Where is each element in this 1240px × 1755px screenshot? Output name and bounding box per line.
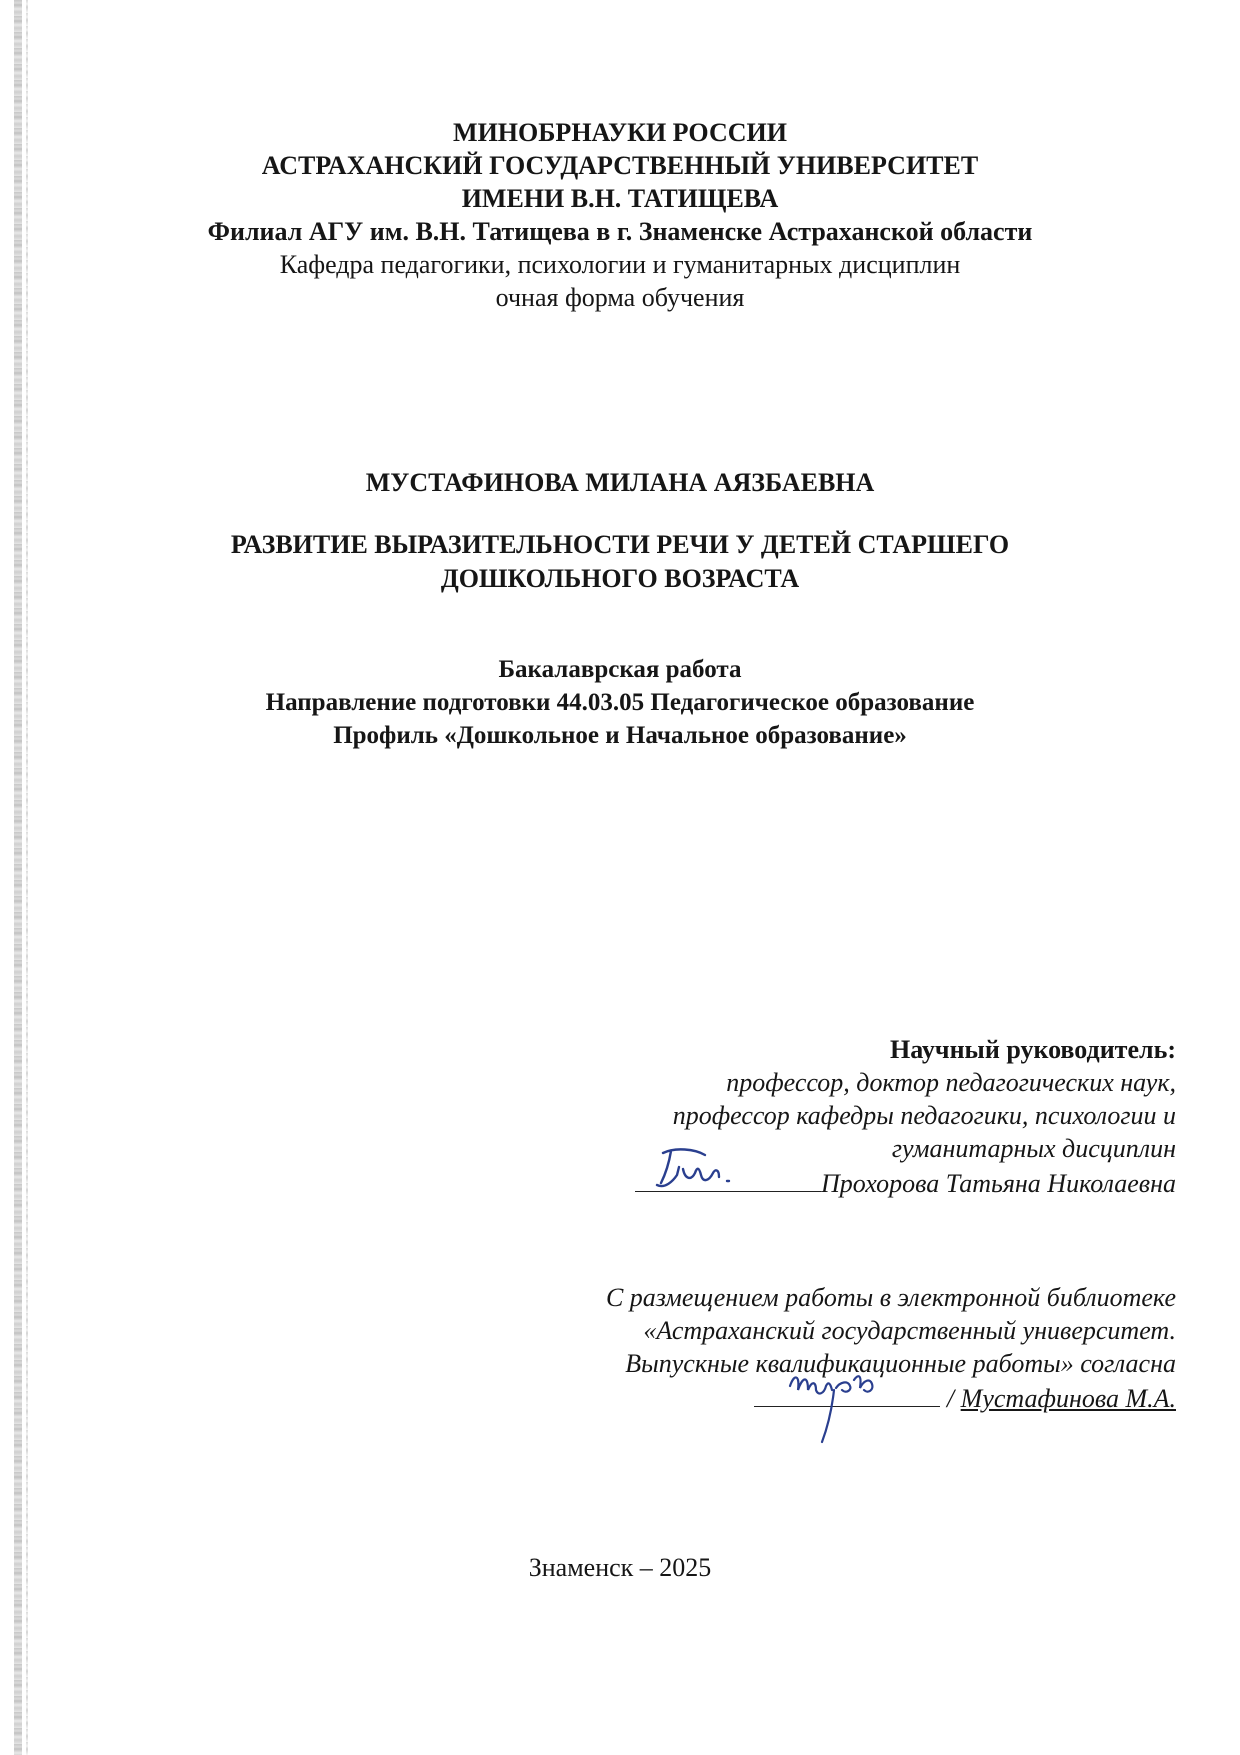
- consent-text: С размещением работы в электронной библиотеке: [605, 1283, 1176, 1312]
- university-named-after: ИМЕНИ В.Н. ТАТИЩЕВА: [461, 184, 779, 213]
- study-profile: Профиль «Дошкольное и Начальное образование»: [333, 722, 907, 749]
- study-form: очная форма обучения: [495, 283, 745, 312]
- consent-separator: /: [946, 1384, 955, 1413]
- city-year: Знаменск – 2025: [528, 1553, 712, 1582]
- author-name: МУСТАФИНОВА МИЛАНА АЯЗБАЕВНА: [365, 468, 875, 497]
- ministry-name: МИНОБРНАУКИ РОССИИ: [453, 118, 787, 147]
- student-signature: [754, 1380, 940, 1407]
- work-details: [0, 653, 1240, 752]
- footer: [0, 1551, 1240, 1584]
- supervisor-position: гуманитарных дисциплин: [891, 1134, 1176, 1163]
- consent-signature-row: [606, 1380, 1176, 1415]
- supervisor-section: [635, 1033, 1176, 1200]
- thesis-title: [0, 528, 1240, 596]
- supervisor-name: Прохорова Татьяна Николаевна: [820, 1169, 1176, 1198]
- institution-header: [0, 116, 1240, 314]
- supervisor-signature-row: [635, 1165, 1176, 1200]
- student-signature-mark: [754, 1360, 914, 1450]
- supervisor-signature: [635, 1165, 821, 1192]
- study-direction: Направление подготовки 44.03.05 Педагогическое образование: [265, 689, 975, 716]
- consent-text: Выпускные квалификационные работы» согласна: [625, 1349, 1176, 1378]
- thesis-title-line: ДОШКОЛЬНОГО ВОЗРАСТА: [440, 564, 800, 593]
- student-name: Мустафинова М.А.: [960, 1384, 1176, 1413]
- library-consent: [606, 1281, 1176, 1415]
- supervisor-heading: Научный руководитель:: [890, 1035, 1176, 1064]
- author-section: [0, 466, 1240, 499]
- supervisor-position: профессор кафедры педагогики, психологии и: [672, 1101, 1176, 1130]
- university-name: АСТРАХАНСКИЙ ГОСУДАРСТВЕННЫЙ УНИВЕРСИТЕТ: [261, 151, 979, 180]
- work-type: Бакалаврская работа: [498, 656, 742, 683]
- supervisor-position: профессор, доктор педагогических наук,: [726, 1068, 1176, 1097]
- branch-name: Филиал АГУ им. В.Н. Татищева в г. Знаменске Астраханской области: [207, 217, 1033, 246]
- department-name: Кафедра педагогики, психологии и гуманитарных дисциплин: [279, 250, 961, 279]
- supervisor-signature-mark: [635, 1145, 755, 1195]
- thesis-title-line: РАЗВИТИЕ ВЫРАЗИТЕЛЬНОСТИ РЕЧИ У ДЕТЕЙ СТАРШЕГО: [230, 530, 1010, 559]
- consent-text: «Астраханский государственный университет.: [643, 1316, 1176, 1345]
